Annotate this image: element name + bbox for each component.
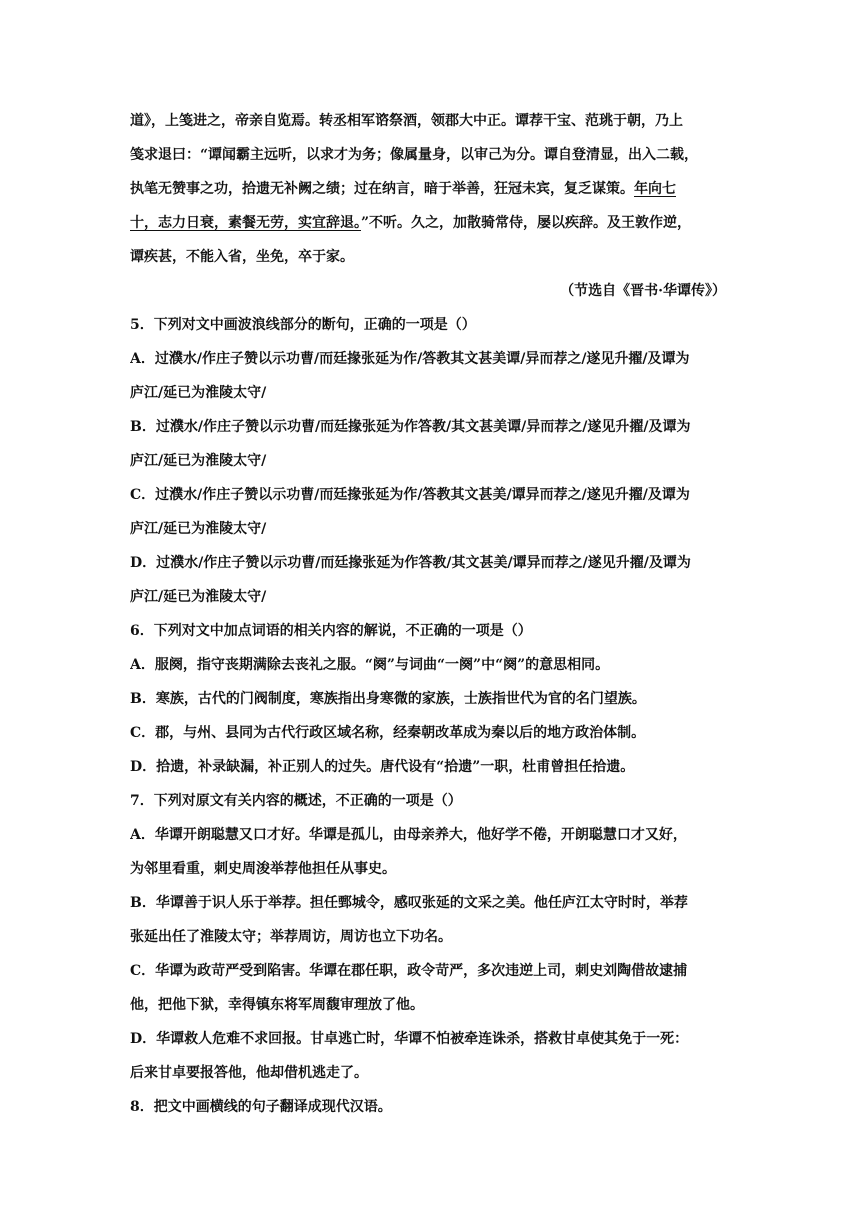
q7-option-b-line-2: 张延出任了淮陵太守；举荐周访，周访也立下功名。 (130, 929, 452, 945)
passage-line-3 (130, 179, 730, 199)
q6-option-c: C．郡，与州、县同为古代行政区域名称，经秦朝改革成为秦以后的地方政治体制。 (130, 725, 646, 741)
question-8-stem: 8．把文中画横线的句子翻译成现代汉语。 (130, 1099, 392, 1115)
q5-option-a-line-2: 庐江/延已为淮陵太守/ (130, 385, 267, 401)
q7-option-c-line-2: 他，把他下狱，幸得镇东将军周馥审理放了他。 (130, 997, 424, 1013)
q6-option-b: B．寒族，古代的门阀制度，寒族指出身寒微的家族，士族指世代为官的名门望族。 (130, 691, 646, 707)
passage-line-2: 笺求退曰：“谭闻霸主远听，以求才为务；像属量身，以审己为分。谭自登清显，出入二载， (130, 147, 699, 163)
q5-option-b-line-1: B．过濮水/作庄子赞以示功曹/而廷掾张延为作答教/其文甚美谭/异而荐之/遂见升擢/及谭为 (130, 419, 691, 435)
passage-line-4 (130, 213, 730, 233)
question-7-stem: 7．下列对原文有关内容的概述，不正确的一项是（） (130, 793, 462, 809)
passage-line-3-text: 执笔无赞事之功，拾遗无补阙之绩；过在纳言，暗于举善，狂冠未宾，复乏谋策。 (130, 181, 634, 197)
question-5-stem: 5．下列对文中画波浪线部分的断句，正确的一项是（） (130, 317, 476, 333)
q5-option-a-line-1: A．过濮水/作庄子赞以示功曹/而廷掾张延为作/答教其文甚美谭/异而荐之/遂见升擢/及谭为 (130, 351, 690, 367)
q7-option-b-line-1: B．华谭善于识人乐于举荐。担任鄄城令，感叹张延的文采之美。他任庐江太守时时，举荐 (130, 895, 688, 911)
underlined-sentence-end: 十，志力日衰，素餐无劳，实宜辞退。 (130, 215, 361, 231)
source-citation: （节选自《晋书·华谭传》） (560, 283, 726, 299)
q6-option-d: D．拾遗，补录缺漏，补正别人的过失。唐代设有“拾遗”一职，杜甫曾担任拾遗。 (130, 759, 635, 775)
q5-option-d-line-2: 庐江/延已为淮陵太守/ (130, 589, 267, 605)
passage-line-4-rest: ”不听。久之，加散骑常侍，屡以疾辞。及王敦作逆， (361, 215, 692, 231)
q7-option-d-line-2: 后来甘卓要报答他，他却借机逃走了。 (130, 1065, 368, 1081)
q6-option-a: A．服阕，指守丧期满除去丧礼之服。“阕”与词曲“一阕”中“阕”的意思相同。 (130, 657, 610, 673)
q5-option-c-line-2: 庐江/延已为淮陵太守/ (130, 521, 267, 537)
q5-option-c-line-1: C．过濮水/作庄子赞以示功曹/而廷掾张延为作/答教其文甚美/谭异而荐之/遂见升擢/及谭为 (130, 487, 690, 503)
q7-option-a-line-2: 为邻里看重，刺史周浚举荐他担任从事史。 (130, 861, 396, 877)
passage-line-1: 道》，上笺进之，帝亲自览焉。转丞相军谘祭酒，领郡大中正。谭荐干宝、范珧于朝，乃上 (130, 113, 683, 129)
passage-line-5: 谭疾甚，不能入省，坐免，卒于家。 (130, 249, 354, 265)
q7-option-c-line-1: C．华谭为政苛严受到陷害。华谭在郡任职，政令苛严，多次违逆上司，刺史刘陶借故逮捕 (130, 963, 688, 979)
underlined-sentence-start: 年向七 (634, 181, 676, 197)
q5-option-d-line-1: D．过濮水/作庄子赞以示功曹/而廷掾张延为作答教/其文甚美/谭异而荐之/遂见升擢/及谭为 (130, 555, 691, 571)
q7-option-d-line-1: D．华谭救人危难不求回报。甘卓逃亡时，华谭不怕被牵连诛杀，搭救甘卓使其免于一死： (130, 1031, 689, 1047)
q5-option-b-line-2: 庐江/延已为淮陵太守/ (130, 453, 267, 469)
question-6-stem: 6．下列对文中加点词语的相关内容的解说，不正确的一项是（） (130, 623, 532, 639)
q7-option-a-line-1: A．华谭开朗聪慧又口才好。华谭是孤儿，由母亲养大，他好学不倦，开朗聪慧口才又好， (130, 827, 687, 843)
